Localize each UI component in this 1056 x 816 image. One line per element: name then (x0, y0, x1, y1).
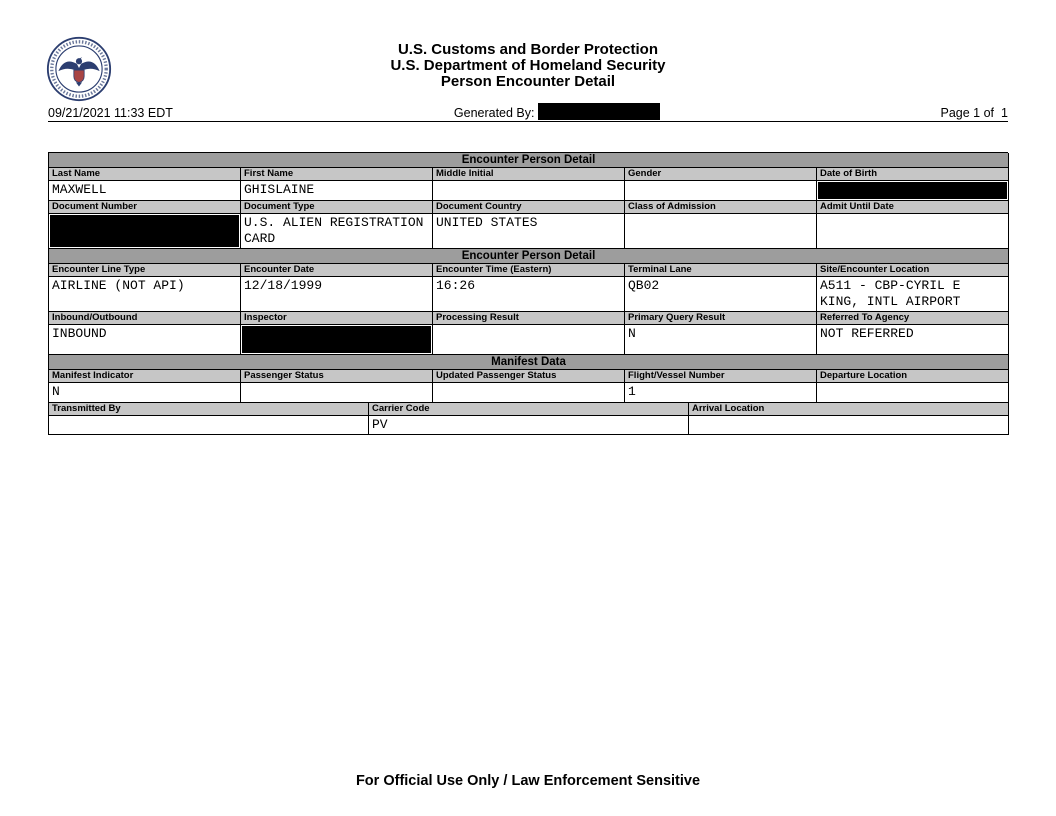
value-primary-query-result: N (625, 325, 817, 355)
col-header-site-encounter-location: Site/Encounter Location (817, 264, 1009, 277)
value-encounter-date: 12/18/1999 (241, 277, 433, 312)
value-last-name: MAXWELL (49, 181, 241, 201)
col-header-updated-passenger-status: Updated Passenger Status (433, 370, 625, 383)
value-gender (625, 181, 817, 201)
col-header-terminal-lane: Terminal Lane (625, 264, 817, 277)
document-header (0, 0, 1056, 102)
classification-footer: For Official Use Only / Law Enforcement Sensitive (355, 773, 701, 789)
inspector-redaction-box (242, 326, 431, 353)
value-document-type: U.S. ALIEN REGISTRATION CARD (241, 214, 433, 249)
col-header-document-type: Document Type (241, 201, 433, 214)
section-header-encounter-person-detail-1: Encounter Person Detail (49, 153, 1009, 168)
agency-name: U.S. Customs and Border Protection (397, 41, 659, 58)
col-header-inbound-outbound: Inbound/Outbound (49, 312, 241, 325)
value-carrier-code: PV (369, 416, 689, 436)
value-referred-to-agency: NOT REFERRED (817, 325, 1009, 355)
generated-by-redaction-box (538, 103, 660, 120)
value-inspector (241, 325, 433, 355)
col-header-primary-query-result: Primary Query Result (625, 312, 817, 325)
col-header-encounter-line-type: Encounter Line Type (49, 264, 241, 277)
col-header-document-number: Document Number (49, 201, 241, 214)
value-inbound-outbound: INBOUND (49, 325, 241, 355)
date-of-birth-redaction-box (818, 182, 1007, 199)
col-header-carrier-code: Carrier Code (369, 403, 689, 416)
value-transmitted-by (49, 416, 369, 436)
col-header-class-of-admission: Class of Admission (625, 201, 817, 214)
col-header-flight-vessel-number: Flight/Vessel Number (625, 370, 817, 383)
col-header-referred-to-agency: Referred To Agency (817, 312, 1009, 325)
section-header-encounter-person-detail-2: Encounter Person Detail (49, 249, 1009, 264)
value-first-name: GHISLAINE (241, 181, 433, 201)
value-admit-until-date (817, 214, 1009, 249)
col-header-document-country: Document Country (433, 201, 625, 214)
col-header-date-of-birth: Date of Birth (817, 168, 1009, 181)
meta-row (48, 102, 1008, 122)
col-header-last-name: Last Name (49, 168, 241, 181)
col-header-manifest-indicator: Manifest Indicator (49, 370, 241, 383)
value-passenger-status (241, 383, 433, 403)
value-document-number (49, 214, 241, 249)
document-title: Person Encounter Detail (440, 73, 616, 90)
col-header-processing-result: Processing Result (433, 312, 625, 325)
value-middle-initial (433, 181, 625, 201)
value-date-of-birth (817, 181, 1009, 201)
section-header-manifest-data: Manifest Data (49, 355, 1009, 370)
value-flight-vessel-number: 1 (625, 383, 817, 403)
value-class-of-admission (625, 214, 817, 249)
encounter-detail-table (48, 152, 1008, 435)
col-header-inspector: Inspector (241, 312, 433, 325)
generated-by-label: Generated By: (453, 106, 535, 120)
col-header-passenger-status: Passenger Status (241, 370, 433, 383)
value-manifest-indicator: N (49, 383, 241, 403)
value-departure-location (817, 383, 1009, 403)
page-number: 1 (1001, 106, 1008, 120)
value-arrival-location (689, 416, 1009, 436)
page-indicator (941, 106, 1008, 120)
generated-by (454, 103, 660, 120)
col-header-departure-location: Departure Location (817, 370, 1009, 383)
col-header-admit-until-date: Admit Until Date (817, 201, 1009, 214)
col-header-encounter-date: Encounter Date (241, 264, 433, 277)
value-updated-passenger-status (433, 383, 625, 403)
title-block (0, 42, 1056, 90)
value-terminal-lane: QB02 (625, 277, 817, 312)
value-site-encounter-location: A511 - CBP-CYRIL E KING, INTL AIRPORT (817, 277, 1009, 312)
value-processing-result (433, 325, 625, 355)
col-header-middle-initial: Middle Initial (433, 168, 625, 181)
document-number-redaction-box (50, 215, 239, 247)
col-header-gender: Gender (625, 168, 817, 181)
col-header-first-name: First Name (241, 168, 433, 181)
generated-timestamp: 09/21/2021 11:33 EDT (48, 106, 173, 120)
col-header-encounter-time: Encounter Time (Eastern) (433, 264, 625, 277)
department-name: U.S. Department of Homeland Security (390, 57, 666, 74)
col-header-transmitted-by: Transmitted By (49, 403, 369, 416)
value-encounter-time: 16:26 (433, 277, 625, 312)
value-encounter-line-type: AIRLINE (NOT API) (49, 277, 241, 312)
page-label: Page 1 of (940, 106, 995, 120)
col-header-arrival-location: Arrival Location (689, 403, 1009, 416)
value-document-country: UNITED STATES (433, 214, 625, 249)
